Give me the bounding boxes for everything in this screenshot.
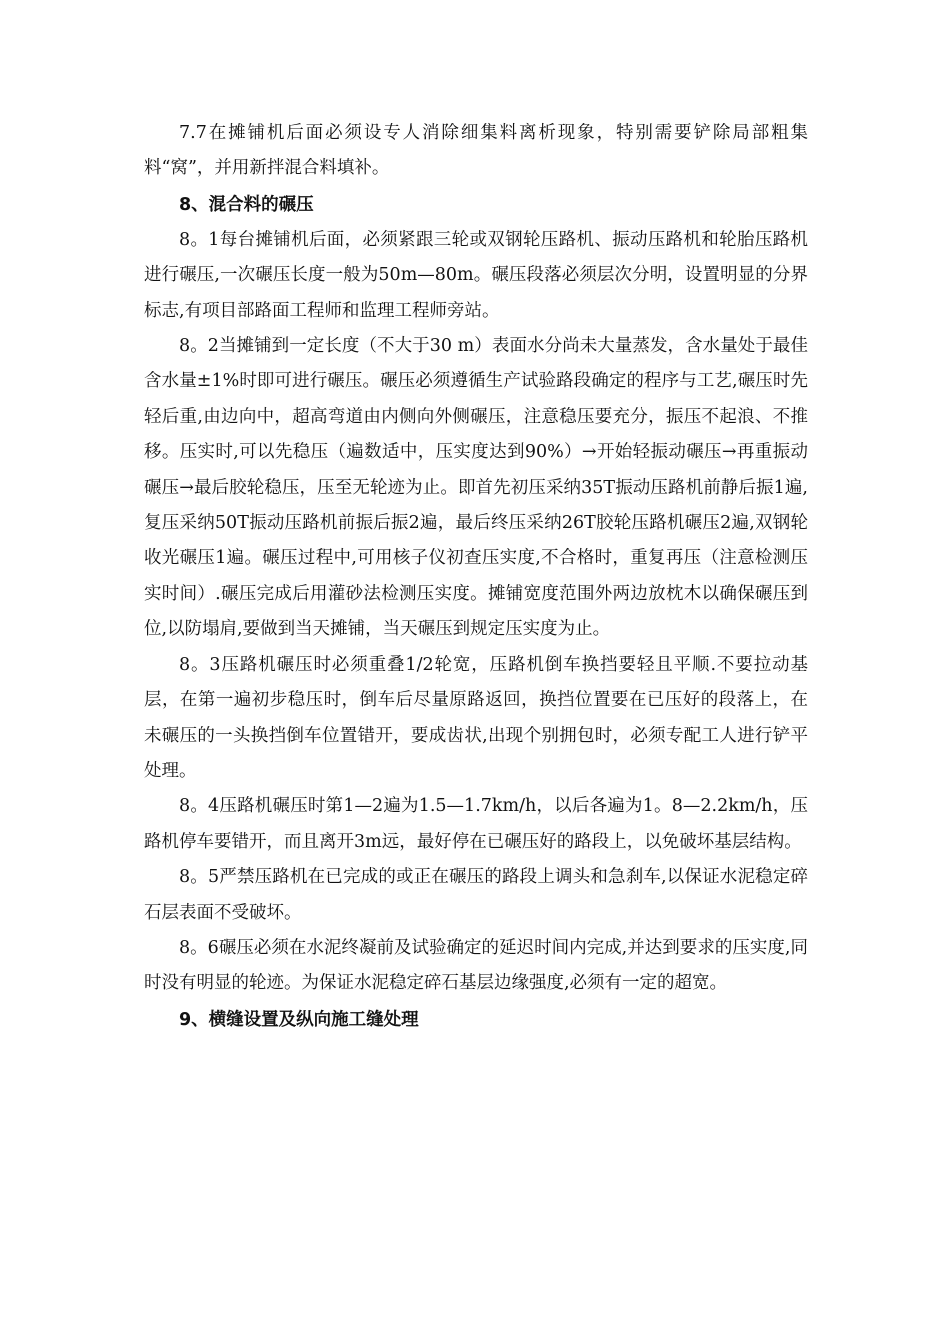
document-page [144,116,808,1038]
paragraph-8-2: 8。2当摊铺到一定长度（不大于30 m）表面水分尚未大量蒸发，含水量处于最佳含水量±1%时即可进行碾压。碾压必须遵循生产试验路段确定的程序与工艺,碾压时先轻后重,由边向中，超高弯道由内侧向外侧碾压，注意稳压要充分，振压不起浪、不推移。压实时,可以先稳压（遍数适中，压实度达到90%）→开始轻振动碾压→再重振动碾压→最后胶轮稳压，压至无轮迹为止。即首先初压采纳35T振动压路机前静后振1遍,复压采纳50T振动压路机前振后振2遍，最后终压采纳26T胶轮压路机碾压2遍,双钢轮收光碾压1遍。碾压过程中,可用核子仪初查压实度,不合格时，重复再压（注意检测压实时间）.碾压完成后用灌砂法检测压实度。摊铺宽度范围外两边放枕木以确保碾压到位,以防塌肩,要做到当天摊铺，当天碾压到规定压实度为止。 [144,336,808,640]
paragraph-8-5: 8。5严禁压路机在已完成的或正在碾压的路段上调头和急刹车,以保证水泥稳定碎石层表面不受破坏。 [144,867,808,923]
section-heading-8: 8、混合料的碾压 [179,194,314,215]
section-heading-9: 9、横缝设置及纵向施工缝处理 [179,1009,419,1030]
paragraph-8-4: 8。4压路机碾压时第1—2遍为1.5—1.7km/h，以后各遍为1。8—2.2km/h，压路机停车要错开，而且离开3m远，最好停在已碾压好的路段上，以免破坏基层结构。 [144,796,808,852]
paragraph-8-6: 8。6碾压必须在水泥终凝前及试验确定的延迟时间内完成,并达到要求的压实度,同时没有明显的轮迹。为保证水泥稳定碎石基层边缘强度,必须有一定的超宽。 [144,937,808,994]
paragraph-8-1: 8。1每台摊铺机后面，必须紧跟三轮或双钢轮压路机、振动压路机和轮胎压路机进行碾压,一次碾压长度一般为50m—80m。碾压段落必须层次分明，设置明显的分界标志,有项目部路面工程师和监理工程师旁站。 [144,229,808,321]
paragraph-8-3: 8。3压路机碾压时必须重叠1/2轮宽，压路机倒车换挡要轻且平顺.不要拉动基层，在第一遍初步稳压时，倒车后尽量原路返回，换挡位置要在已压好的段落上，在未碾压的一头换挡倒车位置错开，要成齿状,出现个别拥包时，必须专配工人进行铲平处理。 [144,654,808,781]
paragraph-7-7: 7.7在摊铺机后面必须设专人消除细集料离析现象，特别需要铲除局部粗集料“窝”，并用新拌混合料填补。 [144,123,808,179]
